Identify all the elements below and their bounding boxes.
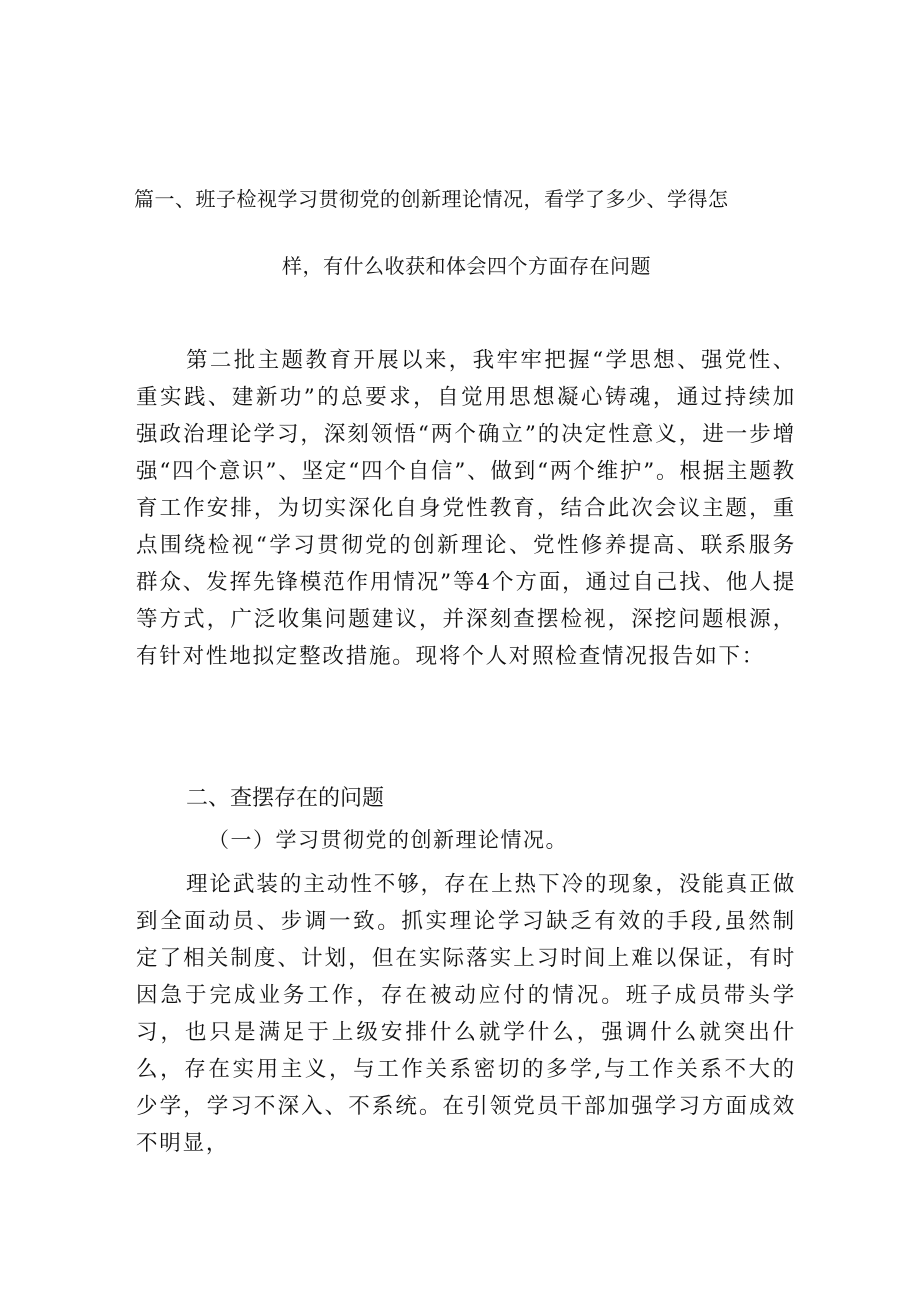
document-title-line-1: 篇一、班子检视学习贯彻党的创新理论情况，看学了多少、学得怎 xyxy=(134,187,729,211)
body-paragraph: 理论武装的主动性不够，存在上热下冷的现象，没能真正做到全面动员、步调一致。抓实理论学习缺乏有效的手段,虽然制定了相关制度、计划，但在实际落实上习时间上难以保证，有时因急于完成业务工作，存在被动应付的情况。班子成员带头学习，也只是满足于上级安排什么就学什么，强调什么就突出什么，存在实用主义，与工作关系密切的多学,与工作关系不大的少学，学习不深入、不系统。在引领党员干部加强学习方面成效不明显， xyxy=(136,872,796,1156)
document-title-line-2: 样，有什么收获和体会四个方面存在问题 xyxy=(282,254,651,278)
section-heading: 二、查摆存在的问题 xyxy=(186,786,385,811)
subsection-heading: （一）学习贯彻党的创新理论情况。 xyxy=(208,828,568,852)
intro-paragraph: 第二批主题教育开展以来，我牢牢把握“学思想、强党性、重实践、建新功”的总要求，自觉用思想凝心铸魂，通过持续加强政治理论学习，深刻领悟“两个确立”的决定性意义，进一步增强“四个意识”、坚定“四个自信”、做到“两个维护”。根据主题教育工作安排，为切实深化自身党性教育，结合此次会议主题，重点围绕检视“学习贯彻党的创新理论、党性修养提高、联系服务群众、发挥先锋模范作用情况”等4个方面，通过自己找、他人提等方式，广泛收集问题建议，并深刻查摆检视，深挖问题根源，有针对性地拟定整改措施。现将个人对照检查情况报告如下： xyxy=(136,348,796,669)
